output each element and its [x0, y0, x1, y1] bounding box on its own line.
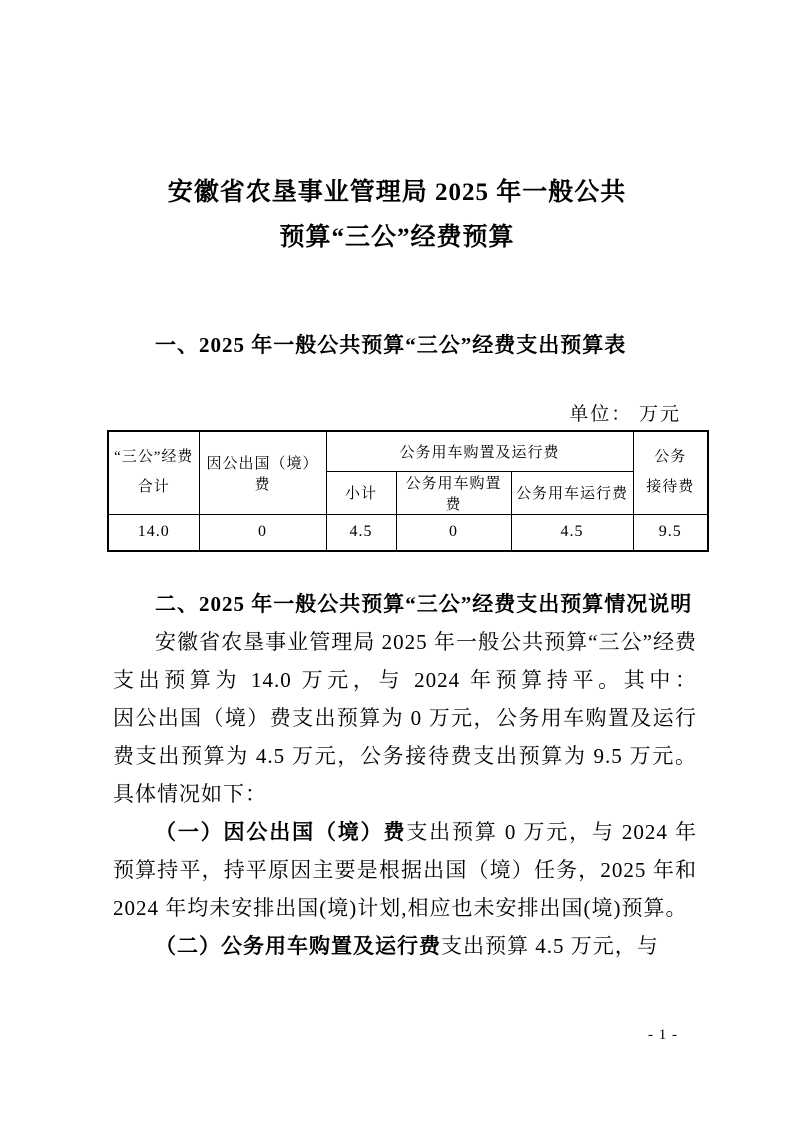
three-public-budget-table — [107, 430, 709, 552]
intro-paragraph-part-2: 因公出国（境）费支出预算为 0 万元，公务用车购置及运行费支出预算为 4.5 万元，公务接待费支出预算为 9.5 万元。具体情况如下： — [113, 706, 697, 806]
table-data-row — [108, 514, 708, 551]
section-2-heading: 二、2025 年一般公共预算“三公”经费支出预算情况说明 — [155, 592, 693, 616]
item-2-paragraph — [113, 927, 697, 965]
document-title-line-2: 预算“三公”经费预算 — [279, 224, 515, 251]
item-1-paragraph — [113, 813, 697, 927]
intro-paragraph-part-1: 安徽省农垦事业管理局 2025 年一般公共预算“三公”经费支出预算为 14.0 万元，与 2024 年预算持平。其中： — [113, 630, 697, 692]
header-cell-subtotal: 小计 — [326, 471, 396, 514]
section-2-body — [113, 585, 697, 965]
item-2-text: 支出预算 4.5 万元，与 — [441, 934, 659, 958]
section-1-heading: 一、2025 年一般公共预算“三公”经费支出预算表 — [155, 333, 627, 357]
value-vehicle-operation: 4.5 — [511, 514, 633, 551]
document-title — [0, 170, 794, 260]
value-abroad-fee: 0 — [199, 514, 326, 551]
item-2-lead: （二）公务用车购置及运行费 — [155, 934, 441, 958]
header-reception-line-2: 接待费 — [646, 479, 695, 496]
header-total-lines — [111, 435, 197, 511]
document-title-line-1: 安徽省农垦事业管理局 2025 年一般公共 — [167, 179, 627, 206]
header-cell-vehicle-purchase: 公务用车购置费 — [396, 471, 511, 514]
table-unit-label: 单位： 万元 — [569, 404, 681, 425]
value-vehicle-subtotal: 4.5 — [326, 514, 396, 551]
value-reception-fee: 9.5 — [633, 514, 708, 551]
value-total: 14.0 — [108, 514, 199, 551]
page-number: - 1 - — [648, 1027, 678, 1043]
header-reception-lines — [636, 435, 706, 511]
value-vehicle-purchase: 0 — [396, 514, 511, 551]
item-1-text: 支出预算 0 万元，与 2024 年预算持平，持平原因主要是根据出国（境）任务，2025 年和 2024 年均未安排出国(境)计划,相应也未安排出国(境)预算。 — [113, 820, 698, 920]
header-cell-reception-fee — [633, 431, 708, 514]
item-1-lead: （一）因公出国（境）费 — [155, 820, 407, 844]
header-cell-abroad-fee: 因公出国（境）费 — [199, 431, 326, 514]
header-reception-line-1: 公务 — [654, 449, 687, 466]
table-header-row-1 — [108, 431, 708, 471]
header-cell-vehicle-operation: 公务用车运行费 — [511, 471, 633, 514]
header-cell-vehicle-group: 公务用车购置及运行费 — [326, 431, 633, 471]
header-total-line-1: “三公”经费 — [114, 449, 194, 466]
header-cell-total — [108, 431, 199, 514]
header-total-line-2: 合计 — [137, 479, 170, 496]
